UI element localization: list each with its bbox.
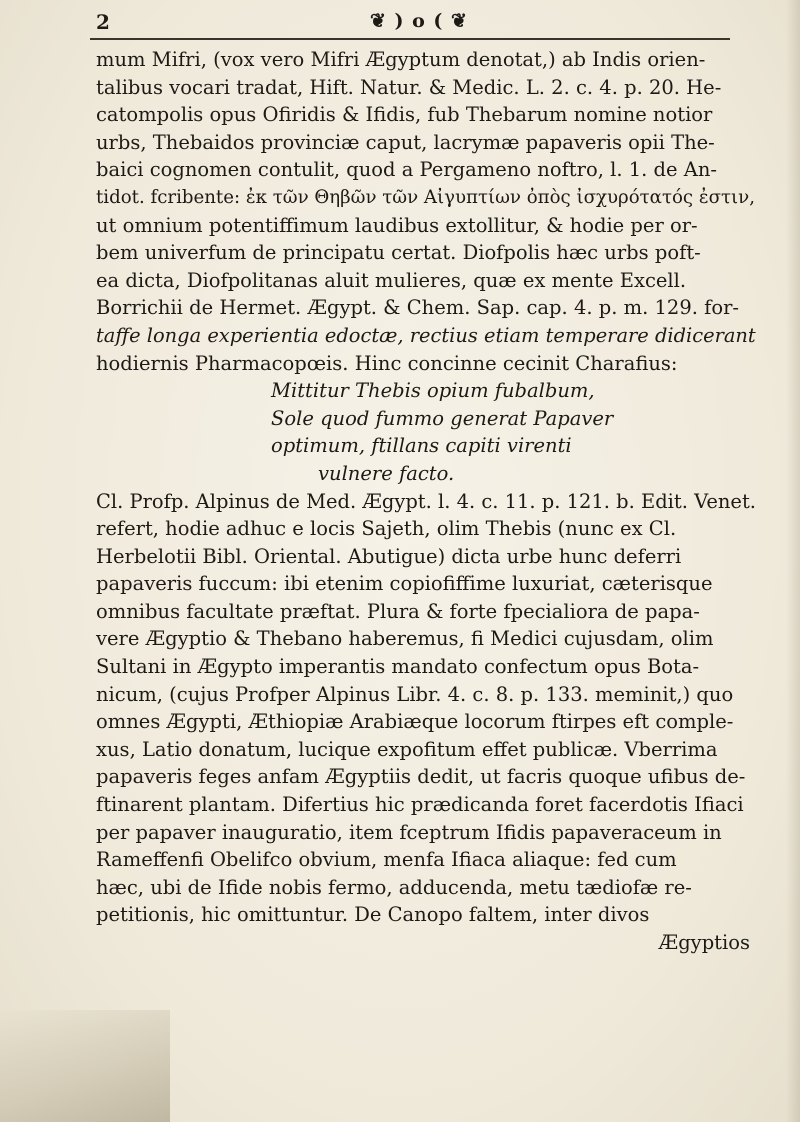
- text-line: petitionis, hic omittuntur. De Canopo faltem, inter divos: [96, 903, 650, 927]
- text-line: nicum, (cujus Profper Alpinus Libr. 4. c. 8. p. 133. meminit,) quo: [96, 682, 734, 706]
- text-line: omnibus facultate præftat. Plura & forte fpecialiora de papa-: [96, 599, 700, 623]
- catchword: Ægyptios: [658, 931, 750, 954]
- header-rule: [90, 38, 730, 40]
- page-header: [90, 6, 730, 40]
- text-line: hæc, ubi de Ifide nobis fermo, adducenda, metu tædiofæ re-: [96, 875, 692, 899]
- page-number: 2: [96, 10, 110, 34]
- text-line: papaveris fuccum: ibi etenim copiofiffime luxuriat, cæterisque: [96, 572, 713, 596]
- verse-line: vulnere facto.: [318, 461, 455, 485]
- text-line: baici cognomen contulit, quod a Pergameno noftro, l. 1. de An-: [96, 158, 717, 182]
- text-line: per papaver inauguratio, item fceptrum Ifidis papaveraceum in: [96, 820, 722, 844]
- header-ornament: ❦ ) o ( ❦: [370, 10, 468, 32]
- text-line: Borrichii de Hermet. Ægypt. & Chem. Sap. cap. 4. p. m. 129. for-: [96, 296, 739, 320]
- text-line: refert, hodie adhuc e locis Sajeth, olim Thebis (nunc ex Cl.: [96, 517, 677, 541]
- verse-line: optimum, ftillans capiti virenti: [271, 434, 572, 458]
- text-line: Herbelotii Bibl. Oriental. Abutigue) dicta urbe hunc deferri: [96, 544, 682, 568]
- text-line: catompolis opus Ofiridis & Ifidis, fub Thebarum nomine notior: [96, 103, 713, 127]
- text-line: Rameffenfi Obelifco obvium, menfa Ifiaca aliaque: fed cum: [96, 848, 677, 872]
- text-line: vere Ægyptio & Thebano haberemus, fi Medici cujusdam, olim: [96, 627, 714, 651]
- text-line: omnes Ægypti, Æthiopiæ Arabiæque locorum ftirpes eft comple-: [96, 710, 734, 734]
- text-line: taffe longa experientia edoctæ, rectius etiam temperare didicerant: [96, 323, 756, 347]
- page-edge-shadow: [786, 0, 800, 1122]
- text-line: talibus vocari tradat, Hift. Natur. & Medic. L. 2. c. 4. p. 20. He-: [96, 75, 722, 99]
- text-line: mum Mifri, (vox vero Mifri Ægyptum denotat,) ab Indis orien-: [96, 48, 706, 71]
- text-line: ftinarent plantam. Difertius hic prædicanda foret facerdotis Ifiaci: [96, 793, 744, 817]
- text-line: xus, Latio donatum, lucique expofitum effet publicæ. Vberrima: [96, 737, 718, 761]
- text-line: Sultani in Ægypto imperantis mandato confectum opus Bota-: [96, 655, 700, 679]
- text-line-greek: tidot. fcribente: ἐκ τῶν Θηβῶν τῶν Αἰγυπτίων ὀπὸς ἰσχυρότατός ἐστιν,: [96, 186, 755, 208]
- page-stain: [0, 1010, 170, 1122]
- text-line: papaveris feges anfam Ægyptiis dedit, ut facris quoque ufibus de-: [96, 765, 746, 789]
- verse-line: Sole quod fummo generat Papaver: [271, 406, 614, 430]
- body-text: [96, 46, 756, 957]
- text-line: urbs, Thebaidos provinciæ caput, lacrymæ papaveris opii The-: [96, 130, 715, 154]
- text-line: bem univerfum de principatu certat. Diofpolis hæc urbs poft-: [96, 241, 701, 265]
- text-line: ea dicta, Diofpolitanas aluit mulieres, quæ ex mente Excell.: [96, 268, 687, 292]
- text-line: ut omnium potentiffimum laudibus extollitur, & hodie per or-: [96, 213, 698, 237]
- text-line: hodiernis Pharmacopœis. Hinc concinne cecinit Charafius:: [96, 351, 678, 375]
- verse-line: Mittitur Thebis opium fubalbum,: [271, 379, 595, 403]
- text-line: Cl. Profp. Alpinus de Med. Ægypt. l. 4. c. 11. p. 121. b. Edit. Venet.: [96, 489, 756, 513]
